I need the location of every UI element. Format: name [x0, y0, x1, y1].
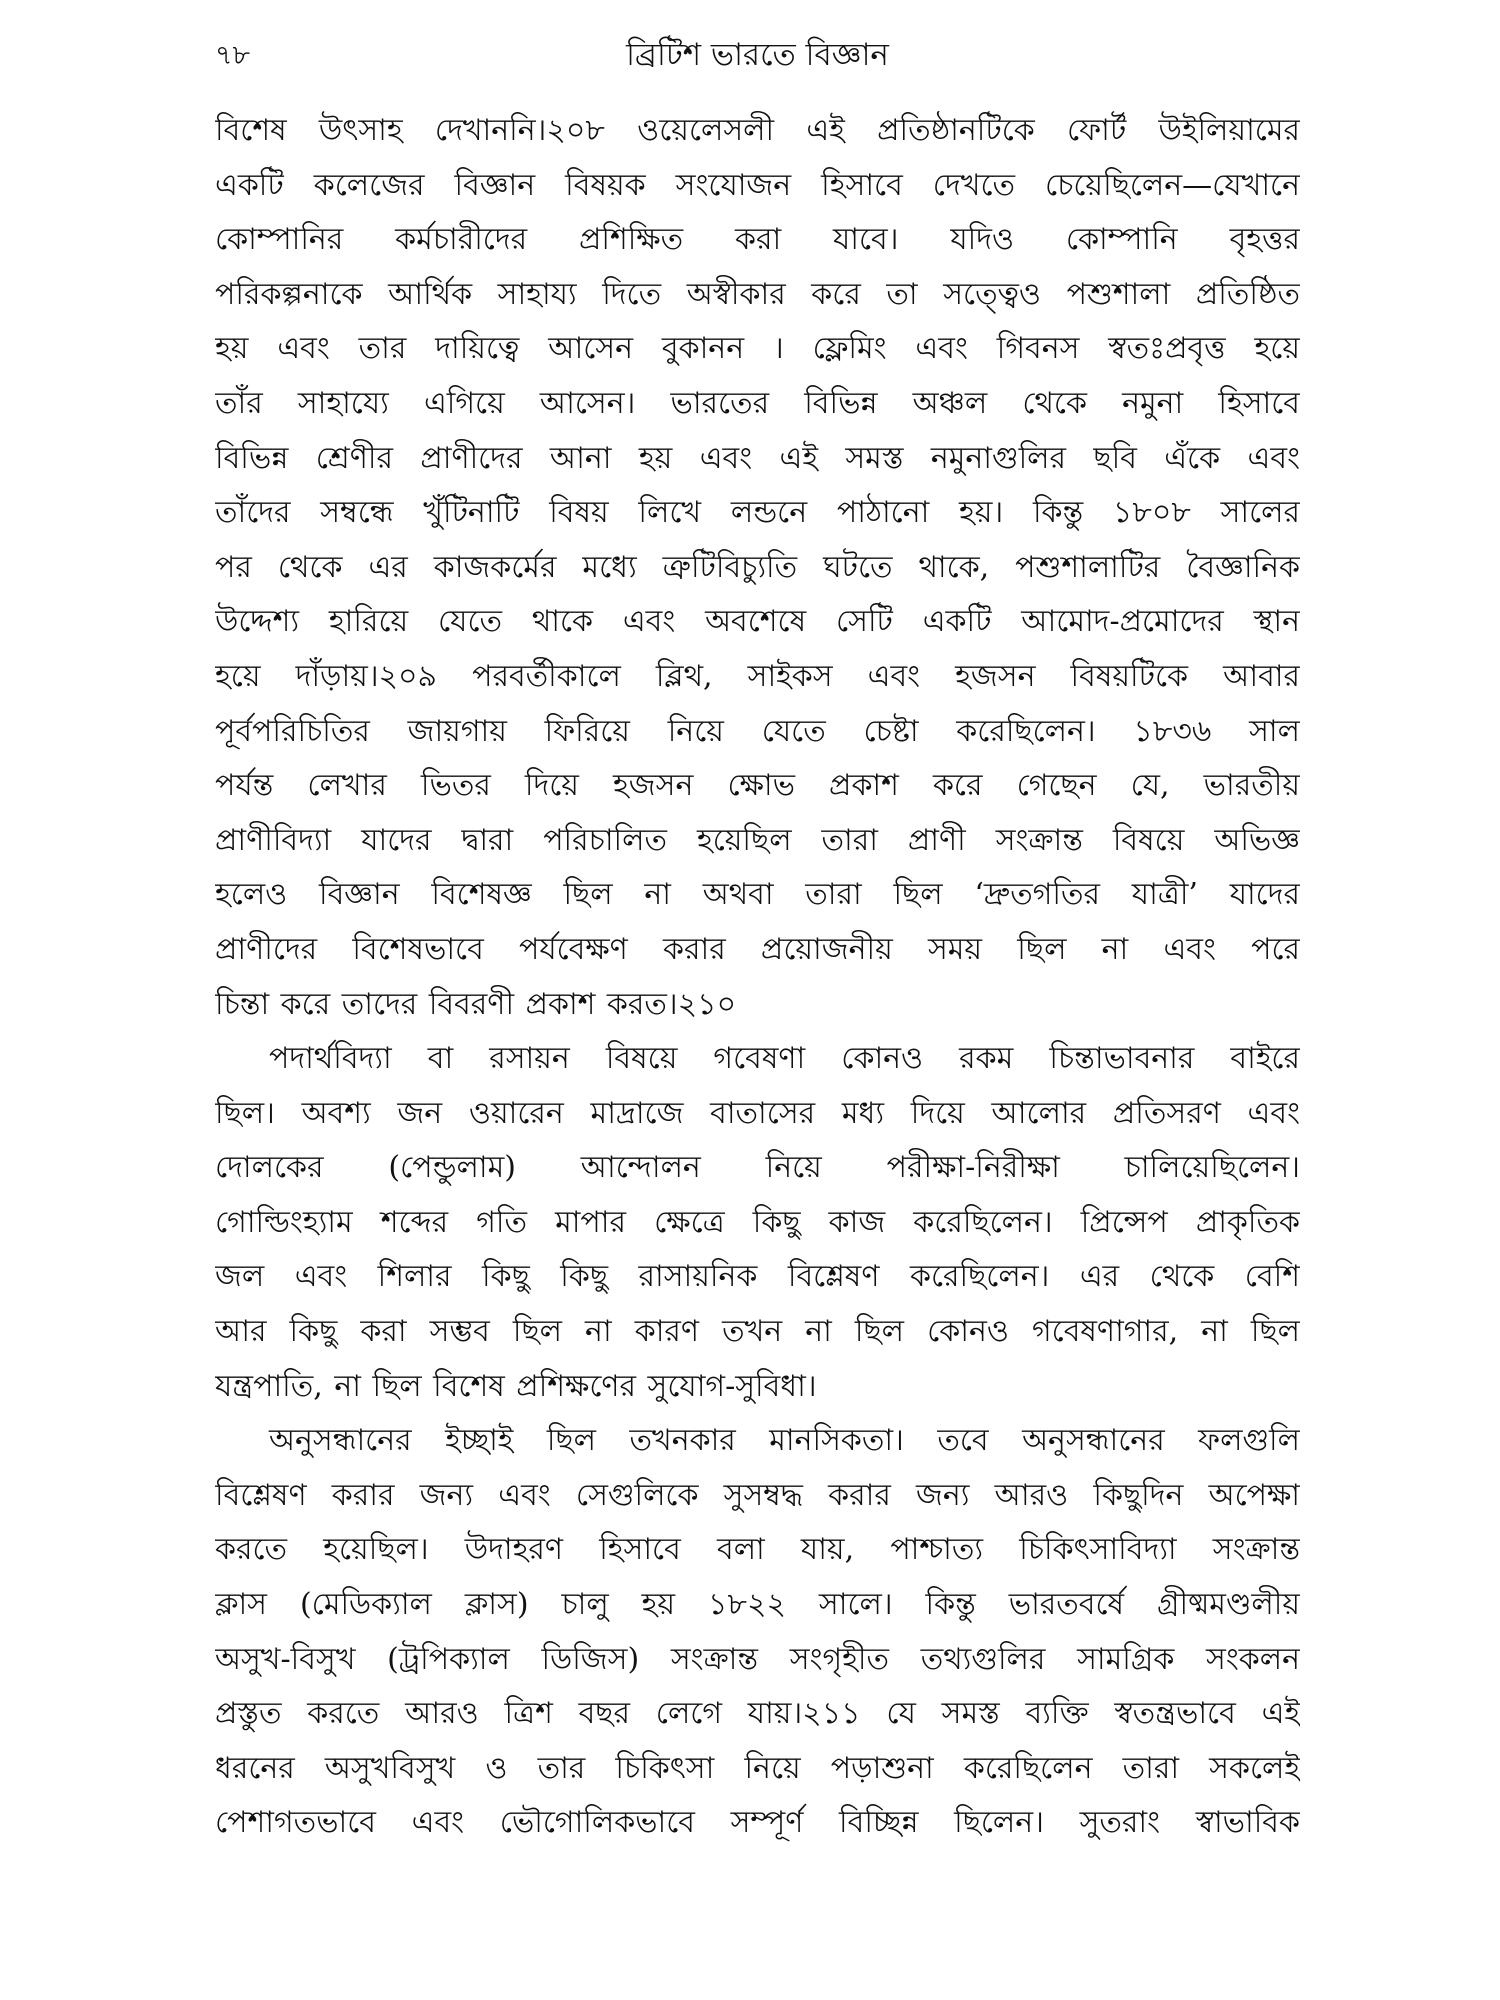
book-page — [215, 28, 1300, 1851]
paragraph — [215, 104, 1300, 1032]
text-line: করতে হয়েছিল। উদাহরণ হিসাবে বলা যায়, পাশ্চাত্য চিকিৎসাবিদ্যা সংক্রান্ত — [215, 1532, 1300, 1568]
text-line: প্রাণীদের বিশেষভাবে পর্যবেক্ষণ করার প্রয়োজনীয় সময় ছিল না এবং পরে — [215, 931, 1300, 967]
text-line: একটি কলেজের বিজ্ঞান বিষয়ক সংযোজন হিসাবে দেখতে চেয়েছিলেন—যেখানে — [215, 167, 1300, 203]
text-line: হয় এবং তার দায়িত্বে আসেন বুকানন । ফ্লেমিং এবং গিবনস স্বতঃপ্রবৃত্ত হয়ে — [215, 331, 1300, 367]
running-title: ব্রিটিশ ভারতে বিজ্ঞান — [626, 37, 889, 73]
text-line: অসুখ-বিসুখ (ট্রপিক্যাল ডিজিস) সংক্রান্ত সংগৃহীত তথ্যগুলির সামগ্রিক সংকলন — [215, 1641, 1300, 1677]
text-line: প্রস্তুত করতে আরও ত্রিশ বছর লেগে যায়।২১১ যে সমস্ত ব্যক্তি স্বতন্ত্রভাবে এই — [215, 1696, 1300, 1732]
page-number: ৭৮ — [215, 40, 251, 71]
text-line: পদার্থবিদ্যা বা রসায়ন বিষয়ে গবেষণা কোনও রকম চিন্তাভাবনার বাইরে — [269, 1041, 1300, 1077]
text-line: কোম্পানির কর্মচারীদের প্রশিক্ষিত করা যাবে। যদিও কোম্পানি বৃহত্তর — [215, 222, 1300, 258]
text-line: চিন্তা করে তাদের বিবরণী প্রকাশ করত।২১০ — [215, 986, 737, 1022]
text-line: বিশ্লেষণ করার জন্য এবং সেগুলিকে সুসম্বদ্ধ করার জন্য আরও কিছুদিন অপেক্ষা — [215, 1477, 1300, 1513]
text-line: পেশাগতভাবে এবং ভৌগোলিকভাবে সম্পূর্ণ বিচ্ছিন্ন ছিলেন। সুতরাং স্বাভাবিক — [215, 1805, 1300, 1841]
page-header — [215, 28, 1300, 90]
text-line: বিশেষ উৎসাহ দেখাননি।২০৮ ওয়েলেসলী এই প্রতিষ্ঠানটিকে ফোর্ট উইলিয়ামের — [215, 113, 1300, 148]
text-line: যন্ত্রপাতি, না ছিল বিশেষ প্রশিক্ষণের সুযোগ-সুবিধা। — [215, 1368, 817, 1404]
text-line: তাঁর সাহায্যে এগিয়ে আসেন। ভারতের বিভিন্ন অঞ্চল থেকে নমুনা হিসাবে — [215, 385, 1300, 421]
text-line: ক্লাস (মেডিক্যাল ক্লাস) চালু হয় ১৮২২ সালে। কিন্তু ভারতবর্ষে গ্রীষ্মমণ্ডলীয় — [215, 1587, 1300, 1623]
text-line: পূর্বপরিচিতির জায়গায় ফিরিয়ে নিয়ে যেতে চেষ্টা করেছিলেন। ১৮৩৬ সাল — [215, 713, 1300, 749]
text-line: ছিল। অবশ্য জন ওয়ারেন মাদ্রাজে বাতাসের মধ্য দিয়ে আলোর প্রতিসরণ এবং — [215, 1095, 1300, 1131]
paragraph — [215, 1032, 1300, 1414]
text-line: হলেও বিজ্ঞান বিশেষজ্ঞ ছিল না অথবা তারা ছিল ‘দ্রুতগতির যাত্রী’ যাদের — [215, 877, 1300, 913]
text-line: ধরনের অসুখবিসুখ ও তার চিকিৎসা নিয়ে পড়াশুনা করেছিলেন তারা সকলেই — [215, 1750, 1300, 1786]
text-line: তাঁদের সম্বন্ধে খুঁটিনাটি বিষয় লিখে লন্ডনে পাঠানো হয়। কিন্তু ১৮০৮ সালের — [215, 495, 1300, 531]
text-line: পর থেকে এর কাজকর্মের মধ্যে ত্রুটিবিচ্যুতি ঘটতে থাকে, পশুশালাটির বৈজ্ঞানিক — [215, 549, 1300, 585]
text-line: অনুসন্ধানের ইচ্ছাই ছিল তখনকার মানসিকতা। তবে অনুসন্ধানের ফলগুলি — [269, 1423, 1300, 1459]
body-text — [215, 104, 1300, 1851]
text-line: হয়ে দাঁড়ায়।২০৯ পরবর্তীকালে ব্লিথ, সাইকস এবং হজসন বিষয়টিকে আবার — [215, 658, 1300, 694]
text-line: উদ্দেশ্য হারিয়ে যেতে থাকে এবং অবশেষে সেটি একটি আমোদ-প্রমোদের স্থান — [215, 604, 1300, 640]
text-line: পর্যন্ত লেখার ভিতর দিয়ে হজসন ক্ষোভ প্রকাশ করে গেছেন যে, ভারতীয় — [215, 768, 1300, 804]
text-line: দোলকের (পেন্ডুলাম) আন্দোলন নিয়ে পরীক্ষা-নিরীক্ষা চালিয়েছিলেন। — [215, 1150, 1300, 1186]
text-line: বিভিন্ন শ্রেণীর প্রাণীদের আনা হয় এবং এই সমস্ত নমুনাগুলির ছবি এঁকে এবং — [215, 440, 1300, 476]
text-line: গোল্ডিংহ্যাম শব্দের গতি মাপার ক্ষেত্রে কিছু কাজ করেছিলেন। প্রিন্সেপ প্রাকৃতিক — [215, 1204, 1300, 1240]
text-line: আর কিছু করা সম্ভব ছিল না কারণ তখন না ছিল কোনও গবেষণাগার, না ছিল — [215, 1314, 1300, 1350]
text-line: পরিকল্পনাকে আর্থিক সাহায্য দিতে অস্বীকার করে তা সত্ত্বেও পশুশালা প্রতিষ্ঠিত — [215, 276, 1300, 312]
text-line: জল এবং শিলার কিছু কিছু রাসায়নিক বিশ্লেষণ করেছিলেন। এর থেকে বেশি — [215, 1259, 1300, 1295]
text-line: প্রাণীবিদ্যা যাদের দ্বারা পরিচালিত হয়েছিল তারা প্রাণী সংক্রান্ত বিষয়ে অভিজ্ঞ — [215, 822, 1300, 858]
paragraph — [215, 1414, 1300, 1851]
